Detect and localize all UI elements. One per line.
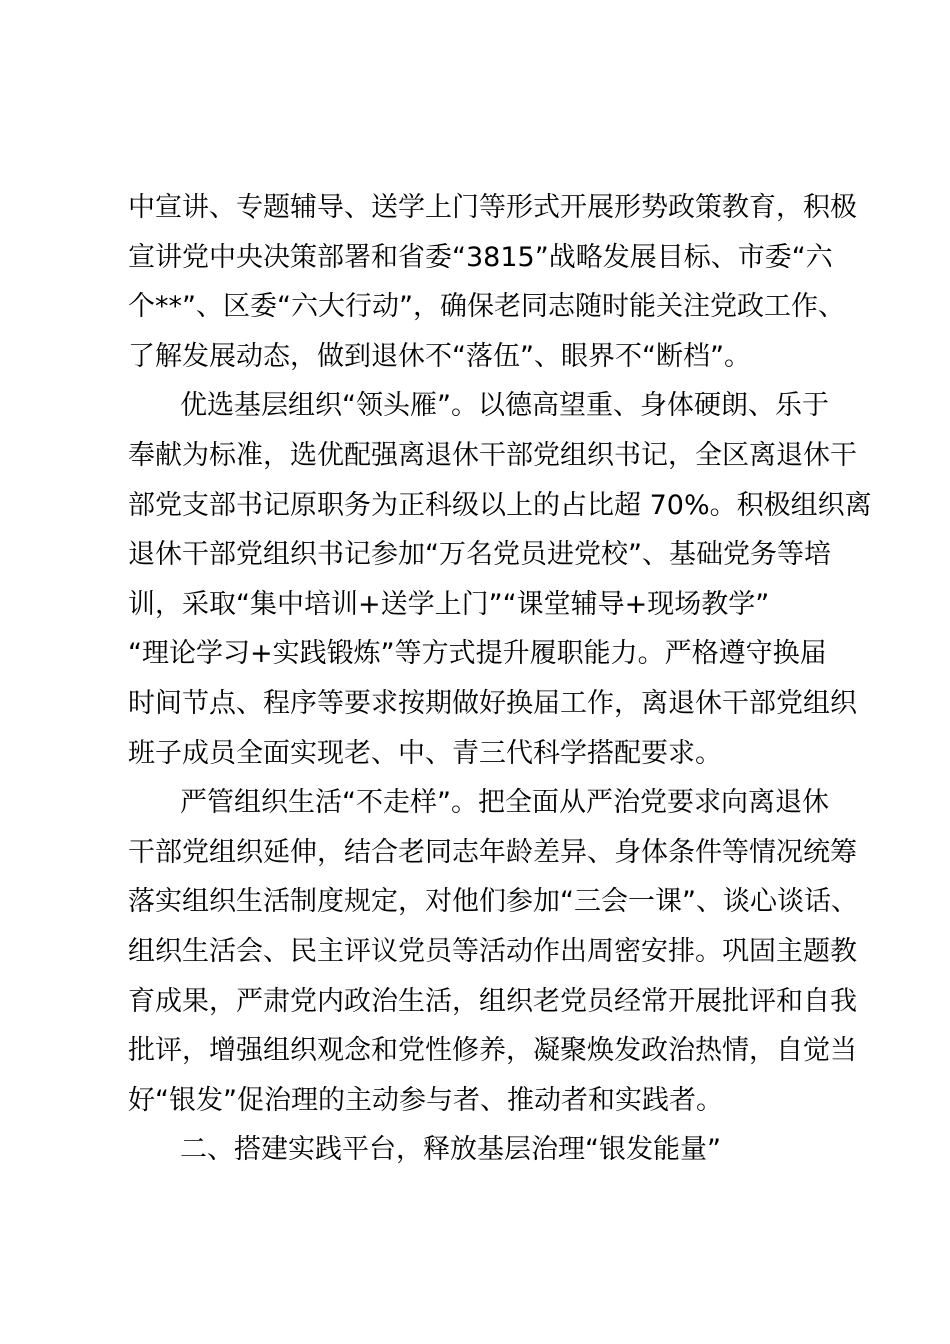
text-line: 部党支部书记原职务为正科级以上的占比超 70%。积极组织离 xyxy=(128,489,872,521)
text-line: 班子成员全面实现老、中、青三代科学搭配要求。 xyxy=(128,737,722,769)
paragraph-organization-life xyxy=(128,778,858,1125)
paragraph-continuation xyxy=(128,183,857,381)
text-line: 时间节点、程序等要求按期做好换届工作，离退休干部党组织 xyxy=(128,687,857,719)
text-line: 奉献为标准，选优配强离退休干部党组织书记，全区离退休干 xyxy=(128,439,857,471)
section-heading: 二、搭建实践平台，释放基层治理“银发能量” xyxy=(180,1134,721,1166)
text-line: “理论学习+实践锻炼”等方式提升履职能力。严格遵守换届 xyxy=(128,638,827,670)
paragraph-lead-goose xyxy=(128,381,872,778)
text-line: 育成果，严肃党内政治生活，组织老党员经常开展批评和自我 xyxy=(128,985,857,1017)
text-line: 严管组织生活“不走样”。把全面从严治党要求向离退休 xyxy=(180,787,829,819)
text-line: 干部党组织延伸，结合老同志年龄差异、身体条件等情况统筹 xyxy=(128,836,857,868)
text-line: 退休干部党组织书记参加“万名党员进党校”、基础党务等培 xyxy=(128,539,831,571)
text-line: 组织生活会、民主评议党员等活动作出周密安排。巩固主题教 xyxy=(128,935,857,967)
text-line: 了解发展动态，做到退休不“落伍”、眼界不“断档”。 xyxy=(128,340,751,372)
document-body xyxy=(128,183,872,1175)
text-line: 中宣讲、专题辅导、送学上门等形式开展形势政策教育，积极 xyxy=(128,192,857,223)
text-line: 训，采取“集中培训+送学上门”“课堂辅导+现场教学” xyxy=(128,588,770,620)
text-line: 好“银发”促治理的主动参与者、推动者和实践者。 xyxy=(128,1084,723,1116)
text-line: 优选基层组织“领头雁”。以德高望重、身体硬朗、乐于 xyxy=(180,390,829,422)
text-line: 宣讲党中央决策部署和省委“3815”战略发展目标、市委“六 xyxy=(128,241,833,273)
section-heading-block xyxy=(128,1125,838,1175)
text-line: 批评，增强组织观念和党性修养，凝聚焕发政治热情，自觉当 xyxy=(128,1035,857,1067)
text-line: 落实组织生活制度规定，对他们参加“三会一课”、谈心谈话、 xyxy=(128,886,858,918)
text-line: 个**”、区委“六大行动”，确保老同志随时能关注党政工作、 xyxy=(128,291,845,323)
